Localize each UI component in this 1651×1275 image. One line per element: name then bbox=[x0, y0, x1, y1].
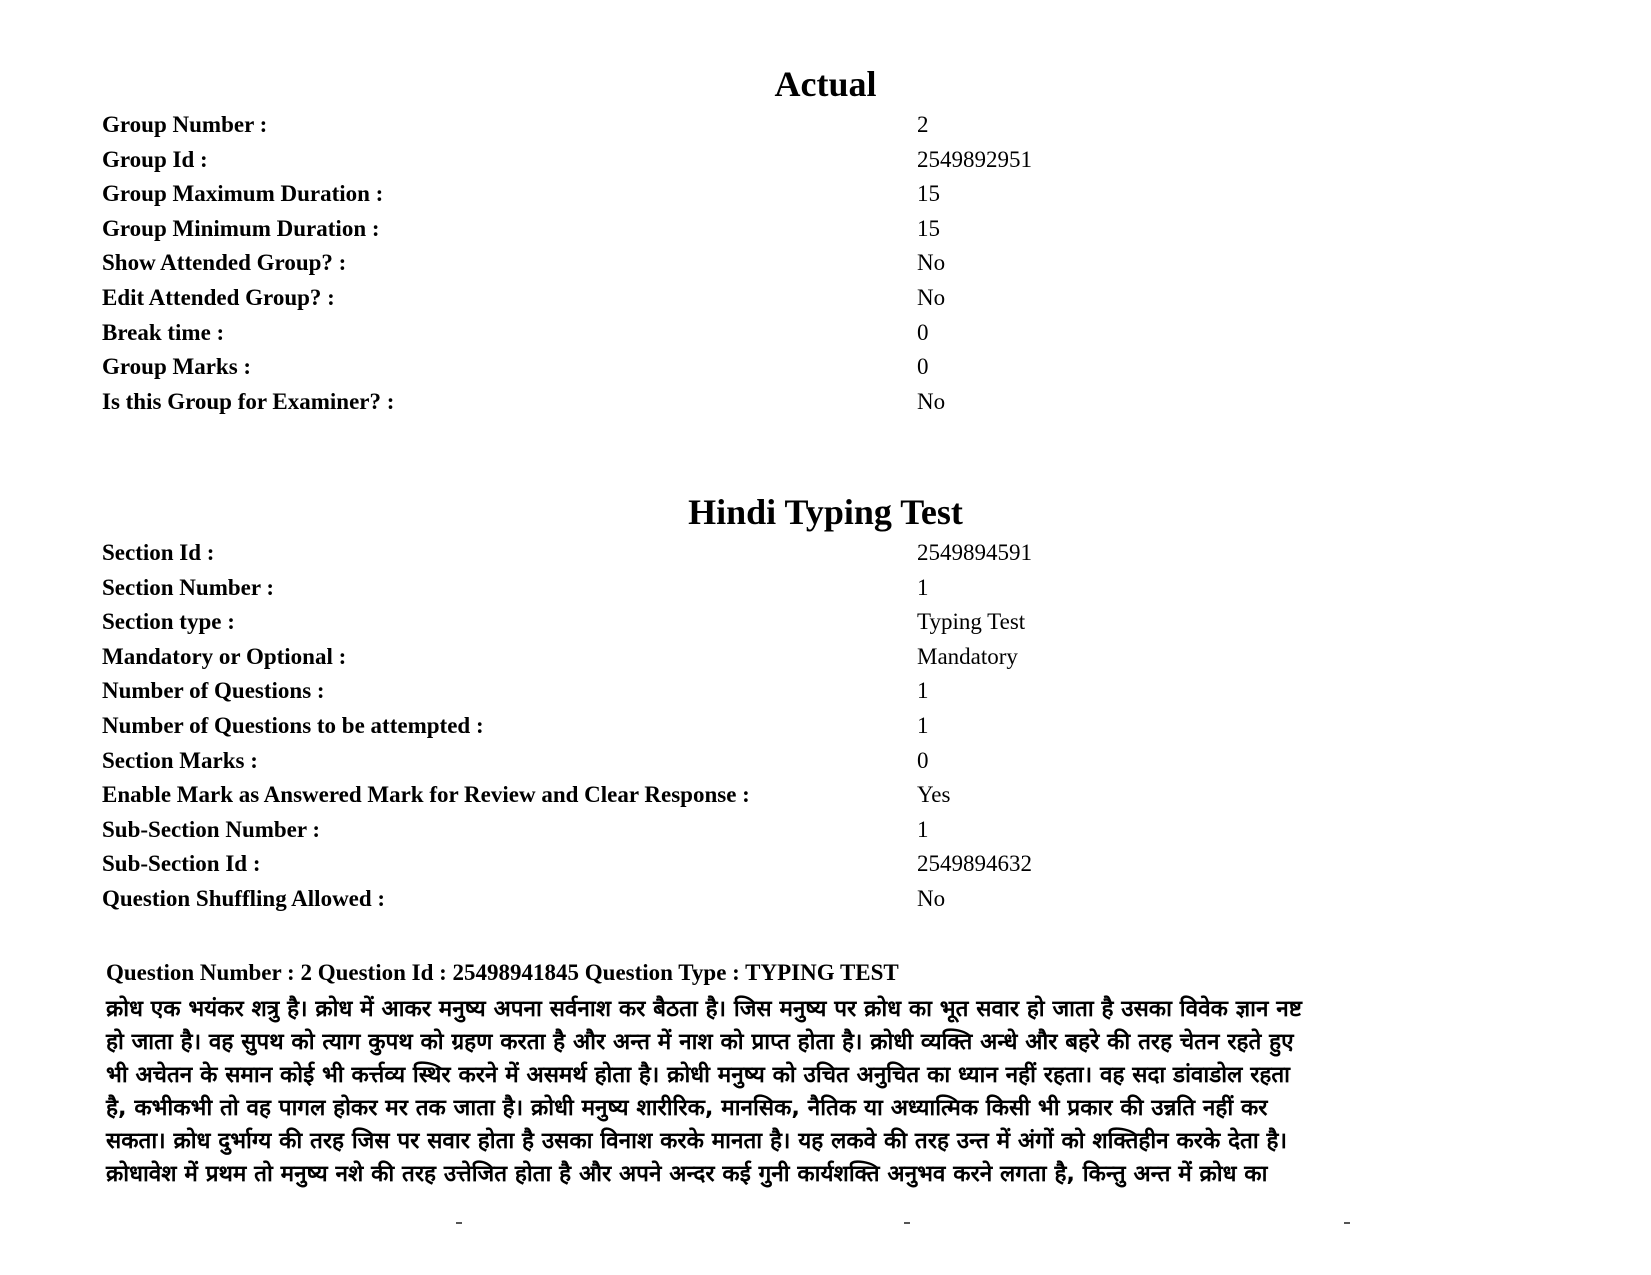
field-value: No bbox=[917, 284, 946, 310]
group-details bbox=[102, 108, 1552, 419]
field-value: 0 bbox=[917, 319, 929, 345]
cut-mark bbox=[456, 1222, 462, 1224]
field-value: 2549892951 bbox=[917, 146, 1032, 172]
passage-line: सकता। क्रोध दुर्भाग्य की तरह जिस पर सवार होता है उसका विनाश करके मानता है। यह लकवे की तरह उन्त में अंगों को शक्तिहीन करके देता है। bbox=[106, 1128, 1287, 1154]
field-label: Number of Questions to be attempted : bbox=[102, 712, 484, 738]
field-label: Number of Questions : bbox=[102, 678, 325, 704]
field-value: Typing Test bbox=[917, 609, 1026, 635]
section-details bbox=[102, 536, 1552, 917]
field-value: 15 bbox=[917, 181, 940, 207]
group-field-row bbox=[102, 212, 1552, 247]
field-label: Question Shuffling Allowed : bbox=[102, 885, 386, 911]
field-label: Edit Attended Group? : bbox=[102, 284, 335, 310]
group-title: Actual bbox=[774, 64, 877, 104]
group-field-row bbox=[102, 143, 1552, 178]
page-cut-marks bbox=[0, 1222, 1651, 1226]
section-field-row bbox=[102, 847, 1552, 882]
passage-line: क्रोधावेश में प्रथम तो मनुष्य नशे की तरह उत्तेजित होता है और अपने अन्दर कई गुनी कार्यशक्ति अनुभव करने लगता है, किन्तु अन्त में क्रोध का bbox=[106, 1161, 1268, 1187]
field-value: No bbox=[917, 250, 946, 276]
field-label: Group Number : bbox=[102, 112, 268, 137]
field-label: Group Maximum Duration : bbox=[102, 181, 384, 207]
field-label: Mandatory or Optional : bbox=[102, 643, 347, 669]
section-field-row bbox=[102, 744, 1552, 779]
typing-passage bbox=[106, 993, 1586, 1191]
field-label: Sub-Section Id : bbox=[102, 851, 261, 877]
field-value: No bbox=[917, 885, 946, 911]
question-header: Question Number : 2 Question Id : 25498941845 Question Type : TYPING TEST bbox=[106, 960, 899, 985]
field-value: 1 bbox=[917, 712, 929, 738]
field-label: Show Attended Group? : bbox=[102, 250, 347, 276]
field-value: 1 bbox=[917, 678, 929, 704]
field-label: Group Marks : bbox=[102, 354, 252, 380]
passage-line: भी अचेतन के समान कोई भी कर्त्तव्य स्थिर करने में असमर्थ होता है। क्रोधी मनुष्य को उचित अनुचित का ध्यान नहीं रहता। वह सदा डांवाडोल रहता bbox=[106, 1062, 1291, 1088]
section-field-row bbox=[102, 605, 1552, 640]
group-field-row bbox=[102, 246, 1552, 281]
group-field-row bbox=[102, 385, 1552, 420]
section-field-row bbox=[102, 674, 1552, 709]
passage-line: क्रोध एक भयंकर शत्रु है। क्रोध में आकर मनुष्य अपना सर्वनाश कर बैठता है। जिस मनुष्य पर क्रोध का भूत सवार हो जाता है उसका विवेक ज्ञान नष्ट bbox=[106, 996, 1302, 1022]
field-value: 15 bbox=[917, 215, 940, 241]
field-label: Section type : bbox=[102, 609, 235, 635]
group-field-row bbox=[102, 177, 1552, 212]
field-value: 1 bbox=[917, 816, 929, 842]
group-field-row bbox=[102, 281, 1552, 316]
section-field-row bbox=[102, 709, 1552, 744]
field-value: 2 bbox=[917, 112, 929, 137]
cut-mark bbox=[904, 1222, 910, 1224]
section-field-row bbox=[102, 778, 1552, 813]
section-field-row bbox=[102, 882, 1552, 917]
field-label: Group Id : bbox=[102, 146, 208, 172]
field-value: 0 bbox=[917, 747, 929, 773]
field-value: 2549894632 bbox=[917, 851, 1032, 877]
group-field-row bbox=[102, 108, 1552, 143]
field-label: Section Id : bbox=[102, 540, 215, 565]
section-field-row bbox=[102, 640, 1552, 675]
field-label: Group Minimum Duration : bbox=[102, 215, 380, 241]
field-value: 2549894591 bbox=[917, 540, 1032, 565]
field-label: Sub-Section Number : bbox=[102, 816, 321, 842]
group-field-row bbox=[102, 316, 1552, 351]
field-label: Section Marks : bbox=[102, 747, 258, 773]
field-value: 1 bbox=[917, 574, 929, 600]
section-field-row bbox=[102, 536, 1552, 571]
group-field-row bbox=[102, 350, 1552, 385]
field-label: Enable Mark as Answered Mark for Review and Clear Response : bbox=[102, 782, 750, 808]
passage-line: हो जाता है। वह सुपथ को त्याग कुपथ को ग्रहण करता है और अन्त में नाश को प्राप्त होता है। क्रोधी व्यक्ति अन्धे और बहरे की तरह चेतन रहते हुए bbox=[106, 1029, 1294, 1055]
section-title: Hindi Typing Test bbox=[688, 492, 963, 532]
cut-mark bbox=[1344, 1222, 1350, 1224]
field-value: Yes bbox=[917, 782, 951, 808]
field-value: No bbox=[917, 388, 946, 414]
field-label: Is this Group for Examiner? : bbox=[102, 388, 395, 414]
passage-line: है, कभीकभी तो वह पागल होकर मर तक जाता है। क्रोधी मनुष्य शारीरिक, मानसिक, नैतिक या अध्यात्मिक किसी भी प्रकार की उन्नति नहीं कर bbox=[106, 1095, 1268, 1121]
field-label: Break time : bbox=[102, 319, 225, 345]
field-value: 0 bbox=[917, 354, 929, 380]
field-value: Mandatory bbox=[917, 643, 1018, 669]
section-field-row bbox=[102, 813, 1552, 848]
field-label: Section Number : bbox=[102, 574, 275, 600]
section-field-row bbox=[102, 571, 1552, 606]
